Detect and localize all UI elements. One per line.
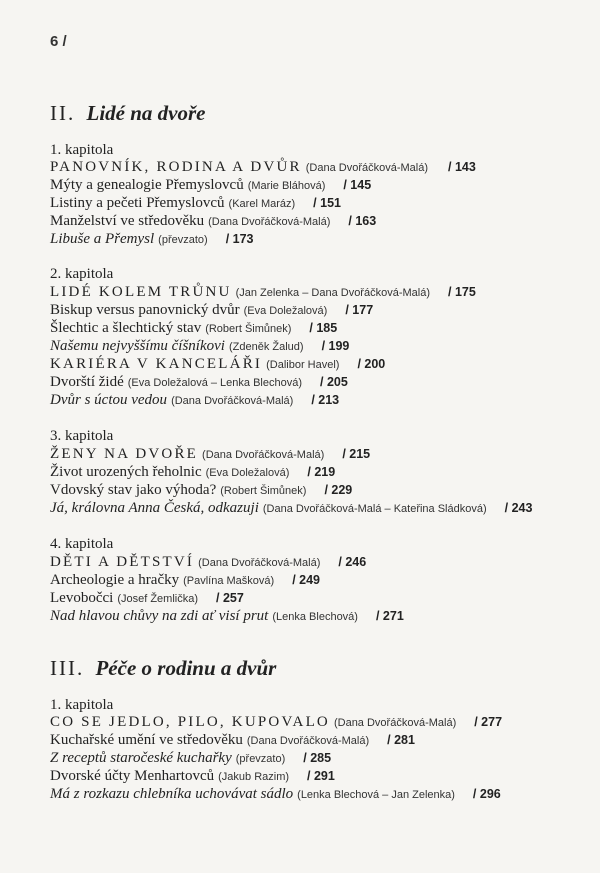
entry-page: / 151 — [313, 196, 341, 210]
entry-title: PANOVNÍK, RODINA A DVŮR — [50, 159, 302, 175]
toc-entry — [50, 732, 415, 749]
entry-page: / 143 — [448, 160, 476, 174]
toc-entry — [50, 482, 352, 499]
entry-title: Manželství ve středověku — [50, 213, 205, 229]
entry-author: (Dana Dvořáčková-Malá) — [171, 395, 294, 407]
toc-entry — [50, 284, 476, 301]
entry-title: Z receptů staročeské kuchařky — [50, 750, 232, 766]
entry-title: Listiny a pečeti Přemyslovců — [50, 195, 225, 211]
entry-title: Levobočci — [50, 590, 114, 606]
entry-author: (Dana Dvořáčková-Malá) — [198, 557, 321, 569]
part-heading-3 — [50, 656, 276, 681]
entry-title: Kuchařské umění ve středověku — [50, 732, 243, 748]
entry-page: / 213 — [311, 393, 340, 407]
entry-author: (Robert Šimůnek) — [220, 485, 307, 497]
entry-title: Život urozených řeholnic — [50, 464, 202, 480]
entry-title: CO SE JEDLO, PILO, KUPOVALO — [50, 714, 330, 730]
entry-page: / 246 — [338, 555, 367, 569]
entry-author: (Dana Dvořáčková-Malá) — [305, 162, 429, 174]
entry-title: Šlechtic a šlechtický stav — [50, 320, 202, 336]
entry-author: (Lenka Blechová) — [272, 611, 358, 623]
entry-page: / 163 — [348, 214, 377, 228]
entry-page: / 249 — [292, 573, 321, 587]
entry-page: / 243 — [504, 501, 533, 515]
entry-author: (Dana Dvořáčková-Malá) — [246, 735, 370, 747]
entry-author: (Dalibor Havel) — [266, 359, 340, 371]
chapter-label: 2. kapitola — [50, 266, 114, 282]
entry-title: Biskup versus panovnický dvůr — [50, 302, 240, 318]
toc-entry — [50, 231, 254, 248]
entry-title: ŽENY NA DVOŘE — [50, 446, 199, 462]
toc-entry — [50, 177, 371, 194]
entry-page: / 277 — [474, 715, 503, 729]
entry-title: Libuše a Přemysl — [50, 231, 155, 247]
entry-title: KARIÉRA V KANCELÁŘI — [50, 356, 263, 372]
entry-author: (Robert Šimůnek) — [205, 323, 292, 335]
entry-title: Dvorské účty Menhartovců — [50, 768, 215, 784]
part-number: III. — [50, 656, 85, 680]
entry-author: (Dana Dvořáčková-Malá) — [333, 717, 457, 729]
entry-author: (převzato) — [235, 753, 286, 765]
entry-page: / 291 — [307, 769, 335, 783]
toc-entry — [50, 338, 349, 355]
part-heading-2 — [50, 101, 205, 126]
part-title: Lidé na dvoře — [86, 101, 206, 125]
entry-author: (Dana Dvořáčková-Malá) — [208, 216, 331, 228]
toc-entry — [50, 446, 370, 463]
chapter-label: 4. kapitola — [50, 536, 114, 552]
entry-page: / 200 — [357, 357, 386, 371]
entry-title: Dvůr s úctou vedou — [50, 392, 168, 408]
toc-entry — [50, 392, 339, 409]
entry-author: (Jakub Razim) — [218, 771, 290, 783]
entry-author: (Dana Dvořáčková-Malá) — [202, 449, 325, 461]
entry-title: Našemu nejvyššímu číšníkovi — [50, 338, 225, 354]
entry-page: / 177 — [345, 303, 374, 317]
toc-entry — [50, 554, 366, 571]
toc-entry — [50, 374, 348, 391]
toc-entry — [50, 768, 335, 785]
toc-entry — [50, 195, 341, 212]
chapter-label: 1. kapitola — [50, 142, 114, 158]
toc-entry — [50, 302, 373, 319]
entry-title: Mýty a genealogie Přemyslovců — [50, 177, 244, 193]
entry-page: / 281 — [387, 733, 415, 747]
toc-entry — [50, 590, 244, 607]
entry-page: / 219 — [307, 465, 336, 479]
entry-author: (Marie Bláhová) — [247, 180, 326, 192]
toc-entry — [50, 608, 404, 625]
part-title: Péče o rodinu a dvůr — [95, 656, 277, 680]
entry-page: / 296 — [472, 787, 501, 801]
toc-entry — [50, 464, 335, 481]
entry-title: Má z rozkazu chlebníka uchovávat sádlo — [50, 786, 294, 802]
toc-entry — [50, 500, 532, 517]
entry-page: / 175 — [448, 285, 476, 299]
entry-title: Archeologie a hračky — [50, 572, 180, 588]
entry-page: / 229 — [324, 483, 353, 497]
entry-page: / 145 — [343, 178, 372, 192]
toc-entry — [50, 750, 331, 767]
toc-entry — [50, 320, 337, 337]
entry-author: (Karel Maráz) — [228, 198, 296, 210]
toc-entry — [50, 159, 476, 176]
entry-page: / 215 — [342, 447, 371, 461]
entry-author: (Pavlína Mašková) — [183, 575, 275, 587]
entry-author: (Eva Doležalová – Lenka Blechová) — [127, 377, 302, 389]
entry-author: (Josef Žemlička) — [117, 593, 198, 605]
part-number: II. — [50, 101, 76, 125]
entry-author: (Lenka Blechová – Jan Zelenka) — [297, 789, 455, 801]
entry-author: (Eva Doležalová) — [243, 305, 328, 317]
entry-page: / 257 — [216, 591, 244, 605]
entry-author: (Dana Dvořáčková-Malá – Kateřina Sládková) — [262, 503, 487, 515]
entry-title: Nad hlavou chůvy na zdi ať visí prut — [50, 608, 269, 624]
entry-page: / 173 — [225, 232, 254, 246]
entry-page: / 271 — [375, 609, 404, 623]
entry-page: / 205 — [320, 375, 348, 389]
entry-page: / 285 — [303, 751, 332, 765]
chapter-label: 3. kapitola — [50, 428, 114, 444]
entry-title: Já, královna Anna Česká, odkazuji — [50, 500, 259, 516]
entry-title: DĚTI A DĚTSTVÍ — [50, 554, 195, 570]
toc-entry — [50, 356, 385, 373]
toc-entry — [50, 786, 501, 803]
toc-entry — [50, 213, 376, 230]
page-number: 6 / — [50, 33, 67, 50]
entry-title: Dvorští židé — [50, 374, 124, 390]
entry-title: LIDÉ KOLEM TRŮNU — [50, 284, 232, 300]
toc-entry — [50, 572, 320, 589]
entry-author: (Jan Zelenka – Dana Dvořáčková-Malá) — [235, 287, 430, 299]
toc-entry — [50, 714, 502, 731]
entry-author: (převzato) — [158, 234, 208, 246]
entry-author: (Zdeněk Žalud) — [228, 341, 304, 353]
entry-page: / 199 — [321, 339, 350, 353]
chapter-label: 1. kapitola — [50, 697, 114, 713]
entry-title: Vdovský stav jako výhoda? — [50, 482, 217, 498]
entry-page: / 185 — [309, 321, 338, 335]
entry-author: (Eva Doležalová) — [205, 467, 290, 479]
